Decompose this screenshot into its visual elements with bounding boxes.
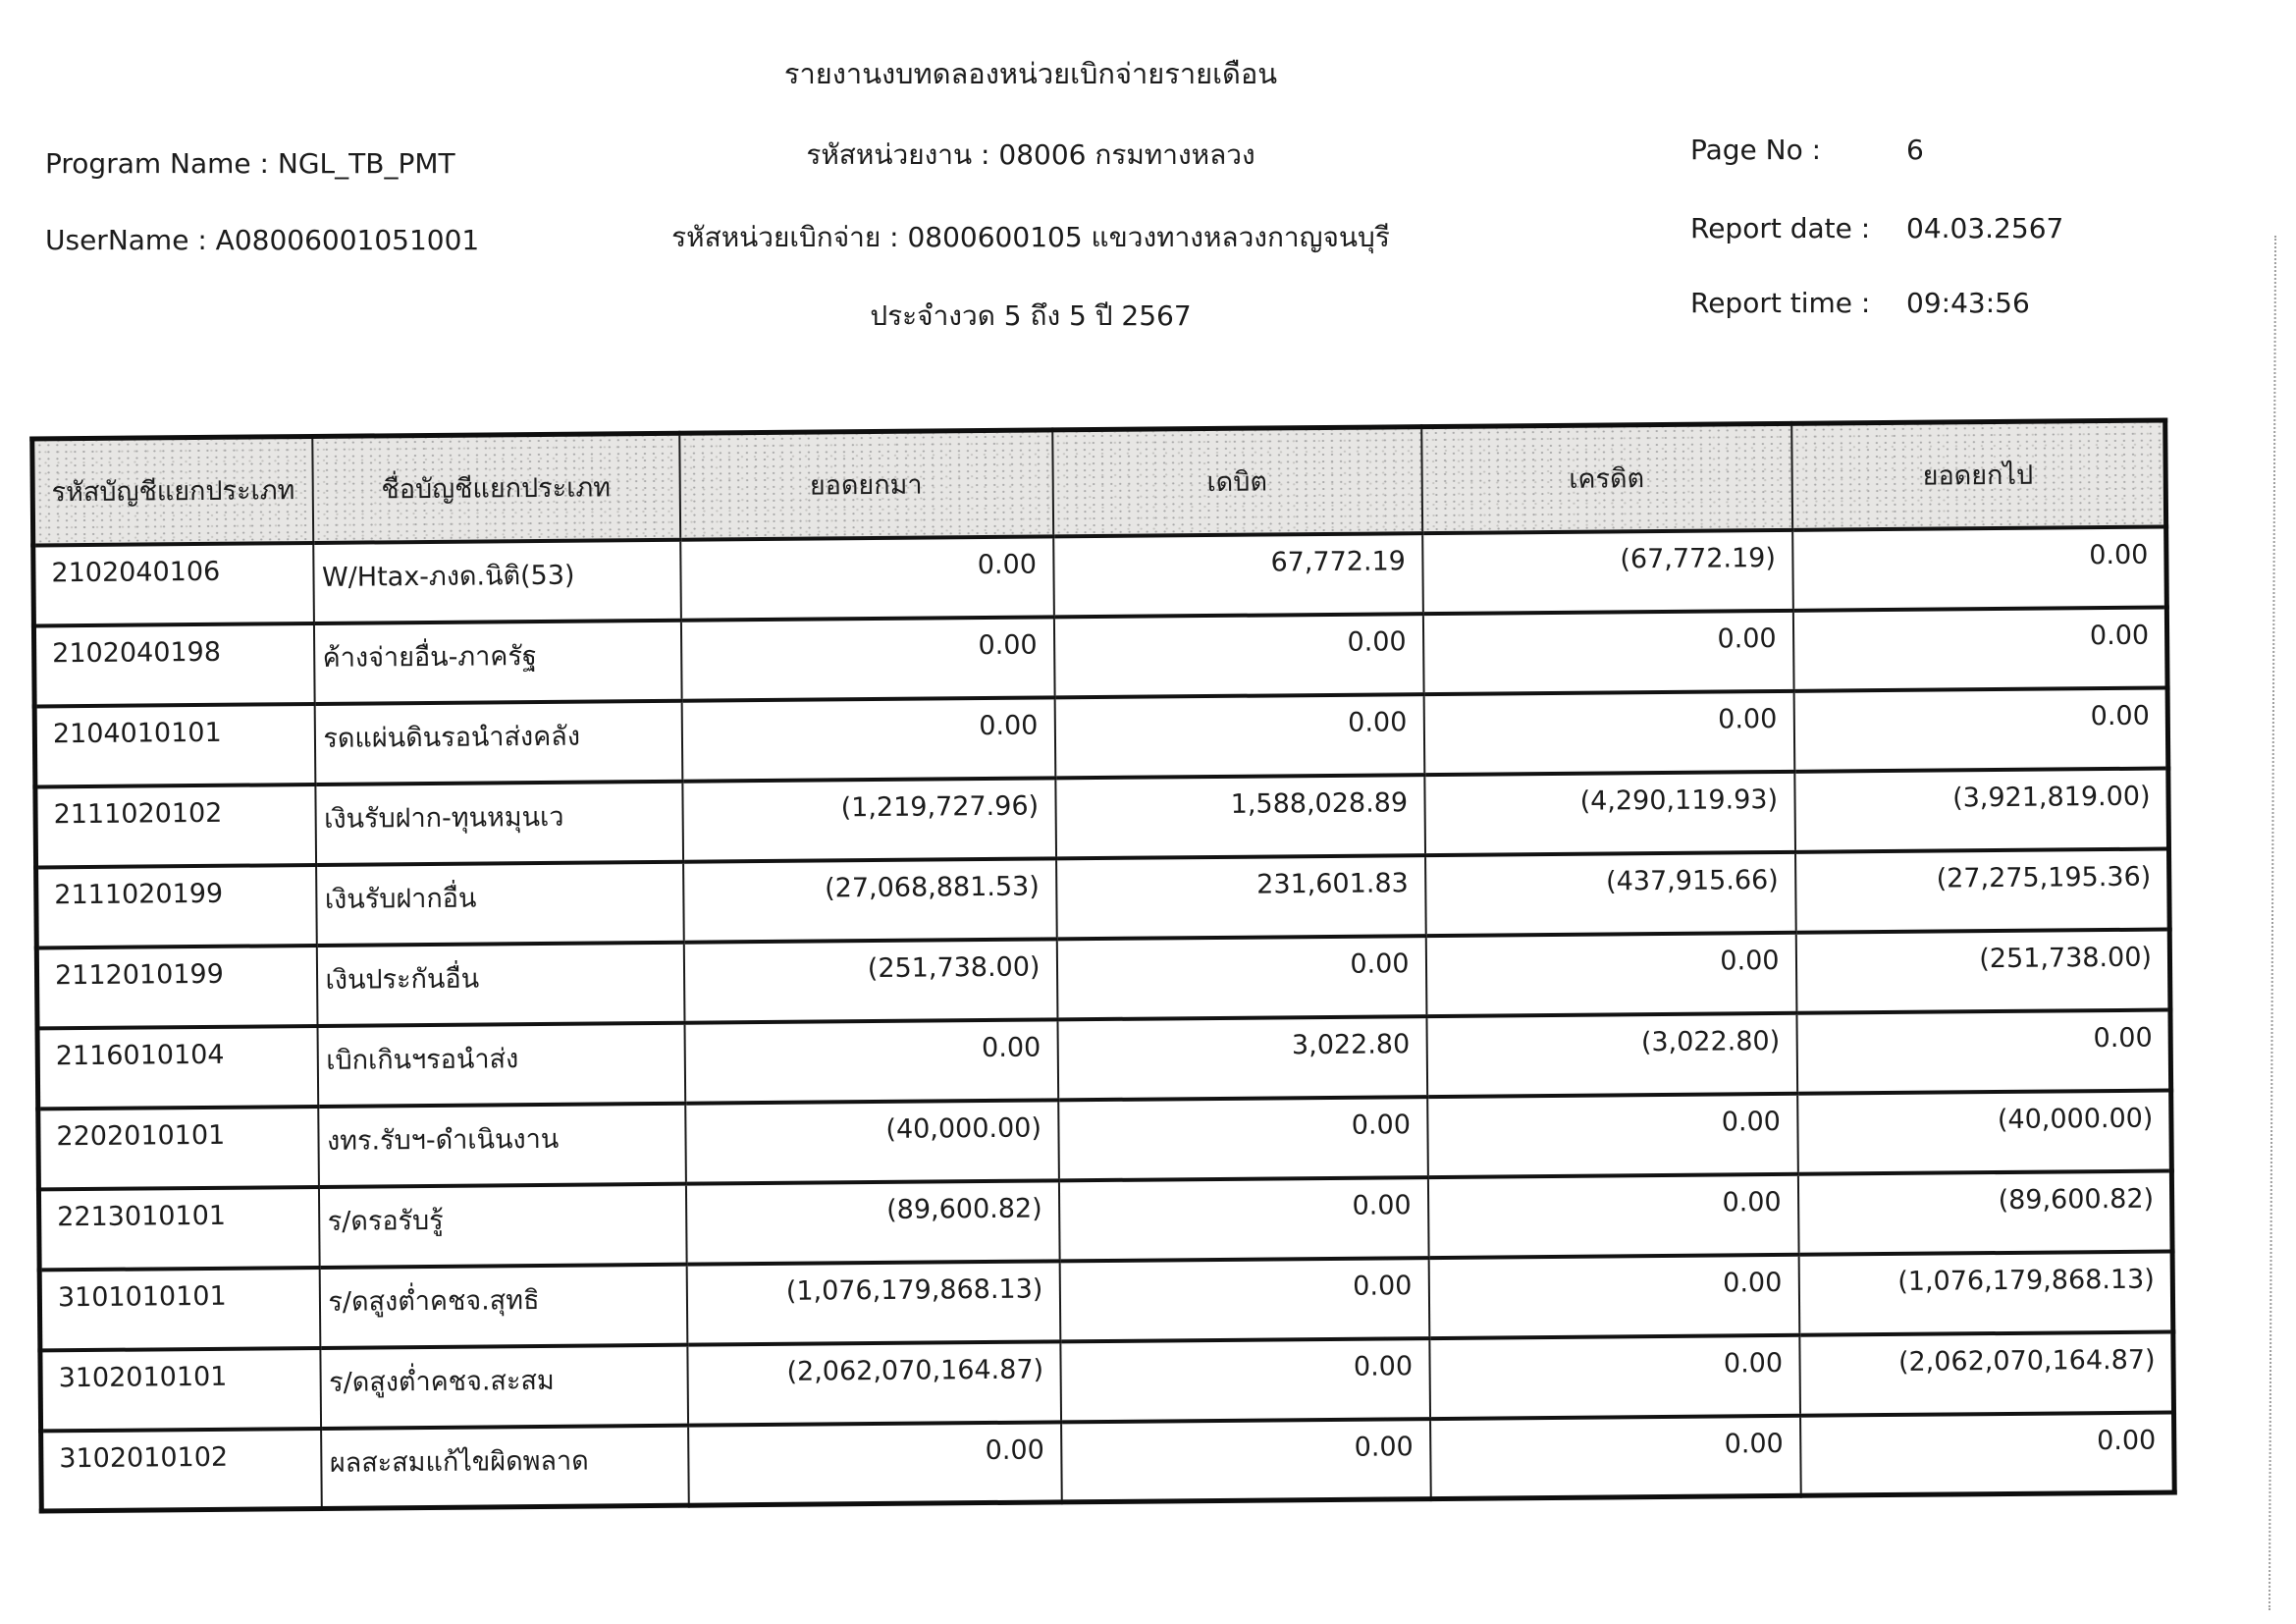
balance-brought-forward-cell: 0.00 (684, 1019, 1058, 1103)
balance-carried-forward-cell: (89,600.82) (1797, 1170, 2172, 1254)
scan-artifact-line (2269, 236, 2276, 1610)
account-code-cell: 2111020102 (35, 784, 316, 866)
debit-cell: 0.00 (1061, 1419, 1431, 1502)
balance-brought-forward-cell: (89,600.82) (685, 1180, 1059, 1264)
report-title: รายงานงบทดลองหน่วยเบิกจ่ายรายเดือน (783, 57, 1278, 90)
column-header-balance-carried-forward: ยอดยกไป (1791, 420, 2166, 529)
credit-cell: (3,022.80) (1426, 1012, 1797, 1096)
table-body (33, 526, 2175, 1511)
trial-balance-table-wrap (29, 418, 2171, 1514)
balance-carried-forward-cell: 0.00 (1800, 1412, 2175, 1495)
period-line: ประจำงวด 5 ถึง 5 ปี 2567 (870, 299, 1192, 332)
account-code-cell: 3102010102 (41, 1428, 322, 1510)
account-code-cell: 2111020199 (36, 864, 317, 947)
account-code-cell: 2102040198 (33, 623, 314, 705)
program-name-value: NGL_TB_PMT (277, 147, 455, 180)
column-header-account-name: ชื่อบัญชีแยกประเภท (312, 433, 680, 542)
credit-cell: 0.00 (1423, 690, 1794, 774)
balance-carried-forward-cell: (2,062,070,164.87) (1799, 1331, 2174, 1415)
report-date-label: Report date : (1690, 212, 1871, 244)
balance-brought-forward-cell: 0.00 (680, 536, 1054, 620)
credit-cell: (4,290,119.93) (1424, 771, 1795, 854)
debit-cell: 0.00 (1060, 1338, 1430, 1422)
account-name-cell: ร/ดสูงต่ำคชจ.สุทธิ (319, 1264, 687, 1347)
column-header-debit: เดบิต (1052, 427, 1422, 536)
debit-cell: 0.00 (1053, 614, 1423, 697)
column-header-credit: เครดิต (1421, 423, 1792, 532)
balance-brought-forward-cell: (1,219,727.96) (682, 778, 1056, 861)
credit-cell: 0.00 (1427, 1093, 1798, 1176)
trial-balance-table (29, 417, 2176, 1513)
debit-cell: 0.00 (1058, 1177, 1428, 1261)
account-name-cell: ผลสะสมแก้ไขผิดพลาด (321, 1425, 689, 1508)
debit-cell: 67,772.19 (1053, 533, 1423, 617)
balance-brought-forward-cell: (251,738.00) (683, 939, 1057, 1022)
account-name-cell: เงินรับฝากอื่น (316, 861, 684, 945)
account-name-cell: ร/ดรอรับรู้ (318, 1183, 686, 1267)
debit-cell: 0.00 (1058, 1097, 1428, 1180)
account-name-cell: W/Htax-ภงด.นิติ(53) (313, 539, 681, 623)
account-name-cell: รดแผ่นดินรอนำส่งคลัง (314, 700, 682, 784)
account-name-cell: เงินประกันอื่น (316, 942, 684, 1025)
debit-cell: 231,601.83 (1056, 855, 1426, 939)
account-code-cell: 2104010101 (34, 703, 315, 785)
balance-carried-forward-cell: 0.00 (1793, 687, 2168, 771)
account-name-cell: งทร.รับฯ-ดำเนินงาน (318, 1103, 686, 1186)
table-header (32, 420, 2166, 545)
balance-carried-forward-cell: (40,000.00) (1797, 1090, 2172, 1173)
account-name-cell: ร/ดสูงต่ำคชจ.สะสม (320, 1344, 688, 1428)
balance-brought-forward-cell: (27,068,881.53) (683, 858, 1057, 942)
balance-carried-forward-cell: 0.00 (1796, 1009, 2171, 1093)
balance-carried-forward-cell: 0.00 (1792, 607, 2167, 690)
debit-cell: 3,022.80 (1057, 1016, 1427, 1100)
agency-code-line: รหัสหน่วยงาน : 08006 กรมทางหลวง (806, 138, 1255, 171)
username-label: UserName : (45, 224, 207, 256)
balance-carried-forward-cell: (3,921,819.00) (1794, 768, 2169, 851)
credit-cell: (437,915.66) (1425, 851, 1796, 935)
credit-cell: 0.00 (1427, 1173, 1798, 1257)
account-code-cell: 3101010101 (39, 1267, 320, 1349)
account-code-cell: 2213010101 (38, 1186, 319, 1269)
program-name-label: Program Name : (45, 147, 269, 180)
balance-brought-forward-cell: 0.00 (680, 617, 1054, 700)
account-name-cell: เงินรับฝาก-ทุนหมุนเว (315, 781, 683, 864)
account-code-cell: 2102040106 (33, 542, 314, 624)
account-name-cell: เบิกเกินฯรอนำส่ง (317, 1022, 685, 1106)
account-code-cell: 3102010101 (40, 1347, 321, 1430)
debit-cell: 1,588,028.89 (1055, 775, 1425, 858)
page-no-label: Page No : (1690, 134, 1822, 166)
report-time-label: Report time : (1690, 287, 1871, 319)
balance-brought-forward-cell: 0.00 (688, 1422, 1062, 1505)
account-name-cell: ค้างจ่ายอื่น-ภาครัฐ (313, 620, 681, 703)
program-name-line (45, 147, 455, 180)
credit-cell: 0.00 (1430, 1415, 1801, 1498)
balance-carried-forward-cell: (251,738.00) (1795, 929, 2170, 1012)
balance-brought-forward-cell: 0.00 (681, 697, 1055, 781)
balance-brought-forward-cell: (40,000.00) (685, 1100, 1059, 1183)
username-value: A08006001051001 (215, 224, 480, 256)
account-code-cell: 2202010101 (38, 1106, 319, 1188)
credit-cell: 0.00 (1429, 1334, 1800, 1418)
credit-cell: 0.00 (1425, 932, 1796, 1015)
table-row (41, 1412, 2175, 1511)
balance-brought-forward-cell: (2,062,070,164.87) (687, 1341, 1061, 1425)
page-no-value: 6 (1906, 134, 1924, 166)
account-code-cell: 2112010199 (36, 945, 317, 1027)
disburse-unit-line: รหัสหน่วยเบิกจ่าย : 0800600105 แขวงทางหลวงกาญจนบุรี (671, 221, 1390, 253)
balance-carried-forward-cell: 0.00 (1792, 526, 2167, 610)
credit-cell: 0.00 (1428, 1254, 1799, 1337)
balance-carried-forward-cell: (1,076,179,868.13) (1798, 1251, 2173, 1334)
credit-cell: 0.00 (1422, 610, 1793, 693)
column-header-account-code: รหัสบัญชีแยกประเภท (32, 436, 313, 544)
credit-cell: (67,772.19) (1422, 529, 1793, 613)
debit-cell: 0.00 (1056, 936, 1426, 1019)
column-header-balance-brought-forward: ยอดยกมา (679, 430, 1053, 539)
report-time-value: 09:43:56 (1906, 287, 2030, 319)
debit-cell: 0.00 (1059, 1258, 1429, 1341)
balance-brought-forward-cell: (1,076,179,868.13) (686, 1261, 1060, 1344)
balance-carried-forward-cell: (27,275,195.36) (1795, 848, 2170, 932)
debit-cell: 0.00 (1054, 694, 1424, 778)
header-row (32, 420, 2166, 545)
account-code-cell: 2116010104 (37, 1025, 318, 1108)
username-line (45, 224, 479, 256)
report-date-value: 04.03.2567 (1906, 212, 2064, 244)
